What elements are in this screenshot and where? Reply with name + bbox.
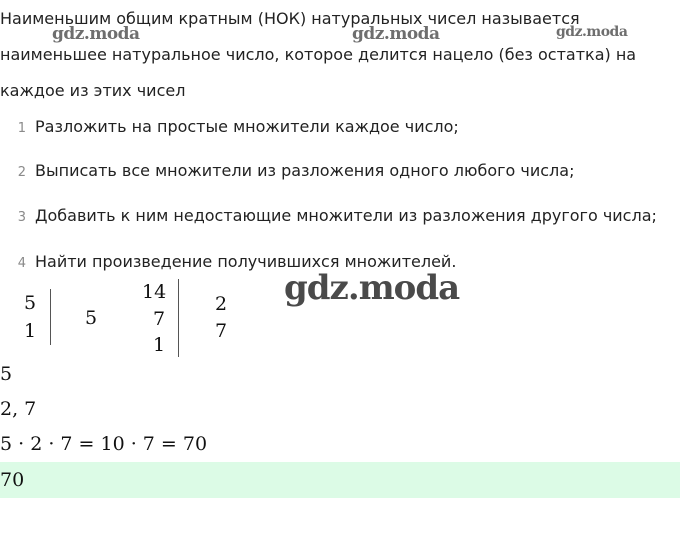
result-product: 5 · 2 · 7 = 10 · 7 = 70: [0, 433, 208, 455]
step-number: 2: [17, 165, 26, 180]
factor-divider: [50, 289, 51, 345]
step-number: 3: [17, 210, 26, 225]
step-text: Добавить к ним недостающие множители из разложения другого числа;: [35, 206, 657, 225]
watermark-logo: gdz.moda: [556, 24, 628, 40]
watermark-logo: gdz.moda: [52, 24, 140, 44]
watermark-logo: gdz.moda: [284, 268, 460, 308]
definition-line-1: Наименьшим общим кратным (НОК) натуральных чисел называется: [0, 9, 580, 28]
prime-factor: 7: [215, 320, 228, 342]
prime-factor: 5: [85, 307, 98, 329]
factor-number: 7: [153, 308, 166, 330]
watermark-logo: gdz.moda: [352, 24, 440, 44]
step-item: [0, 117, 459, 139]
factor-number: 5: [24, 292, 37, 314]
step-item: [0, 206, 657, 228]
result-factors-second: 2, 7: [0, 398, 37, 420]
step-text: Найти произведение получившихся множителей.: [35, 252, 457, 271]
factor-divider: [178, 279, 179, 357]
step-text: Разложить на простые множители каждое число;: [35, 117, 459, 136]
answer-value: 70: [0, 469, 25, 491]
step-number: 1: [17, 121, 26, 136]
answer-highlight: [0, 462, 680, 498]
factor-number: 14: [142, 281, 167, 303]
factor-number: 1: [24, 320, 37, 342]
definition-line-2: наименьшее натуральное число, которое делится нацело (без остатка) на: [0, 45, 637, 64]
step-number: 4: [17, 256, 26, 271]
prime-factor: 2: [215, 293, 228, 315]
definition-line-3: каждое из этих чисел: [0, 81, 186, 100]
factor-number: 1: [153, 334, 166, 356]
result-factors-first: 5: [0, 363, 13, 385]
step-text: Выписать все множители из разложения одного любого числа;: [35, 161, 575, 180]
step-item: [0, 161, 574, 183]
